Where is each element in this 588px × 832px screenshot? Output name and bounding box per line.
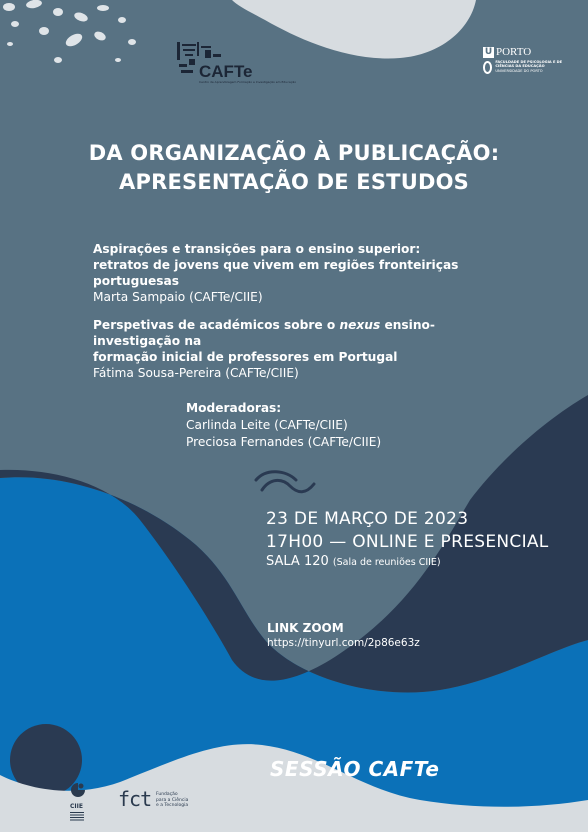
title-line-1: DA ORGANIZAÇÃO À PUBLICAÇÃO: [88, 141, 500, 165]
uporto-university: UNIVERSIDADE DO PORTO [495, 68, 543, 73]
moderators [186, 400, 486, 451]
uporto-name: PORTO [496, 46, 532, 58]
ciie-wordmark: CIIE [70, 803, 83, 810]
zoom-label: LINK ZOOM [267, 621, 344, 635]
ciie-bars [70, 812, 84, 822]
fct-logo [118, 787, 189, 811]
session-label: SESSÃO CAFTe [270, 757, 440, 781]
title-line-2: APRESENTAÇÃO DE ESTUDOS [119, 170, 469, 194]
talk-2-author: Fátima Sousa-Pereira (CAFTe/CIIE) [93, 366, 299, 380]
cafte-wordmark: CAFTe [199, 62, 253, 81]
top-grey-blob [232, 0, 476, 58]
uporto-faculty: FACULDADE DE PSICOLOGIA E DE CIÊNCIAS DA EDUCAÇÃO [495, 60, 563, 69]
moderator-2: Preciosa Fernandes (CAFTe/CIIE) [186, 435, 382, 449]
talk-2-title-em: nexus [339, 318, 381, 332]
talk-1-title-line-1: Aspirações e transições para o ensino superior: [93, 242, 421, 256]
uporto-circle-icon [483, 61, 492, 74]
talk-2-title-line-2: formação inicial de professores em Portugal [93, 350, 398, 364]
uporto-logo [483, 46, 565, 74]
talk-2-title-b: ensino-investigação na [93, 318, 435, 348]
event-room-name: SALA 120 [266, 554, 329, 569]
event-time: 17H00 — ONLINE E PRESENCIAL [266, 532, 549, 552]
swirl-ornament [256, 472, 314, 492]
ciie-mark-icon [70, 782, 86, 798]
zoom-link[interactable]: https://tinyurl.com/2p86e63z [267, 637, 420, 649]
event-date: 23 DE MARÇO DE 2023 [266, 509, 469, 529]
fct-subtitle-2: para a Ciência [156, 797, 189, 803]
talk-1 [93, 241, 513, 305]
moderators-label: Moderadoras: [186, 401, 282, 415]
fct-subtitle-3: e a Tecnologia [156, 803, 189, 808]
talk-1-title-line-2: retratos de jovens que vivem em regiões fronteiriças portuguesas [93, 258, 459, 288]
talk-1-author: Marta Sampaio (CAFTe/CIIE) [93, 290, 263, 304]
ciie-logo [70, 782, 86, 822]
event-room [266, 553, 441, 572]
cafte-logo [177, 40, 297, 86]
moderator-1: Carlinda Leite (CAFTe/CIIE) [186, 418, 348, 432]
uporto-u-icon: U [484, 46, 493, 57]
poster-title [0, 139, 588, 197]
event-room-note: (Sala de reuniões CIIE) [332, 557, 441, 568]
fct-subtitle-1: Fundação [156, 792, 178, 797]
confetti-dots [3, 0, 136, 63]
fct-wordmark: fct [118, 787, 152, 811]
talk-2-title-a: Perspetivas de académicos sobre o [93, 318, 340, 332]
talk-2 [93, 317, 513, 381]
cafte-subtitle: Centro de Aprendizagem Formação e Investigação em Educação [199, 80, 297, 84]
fct-subtitle [156, 792, 188, 809]
